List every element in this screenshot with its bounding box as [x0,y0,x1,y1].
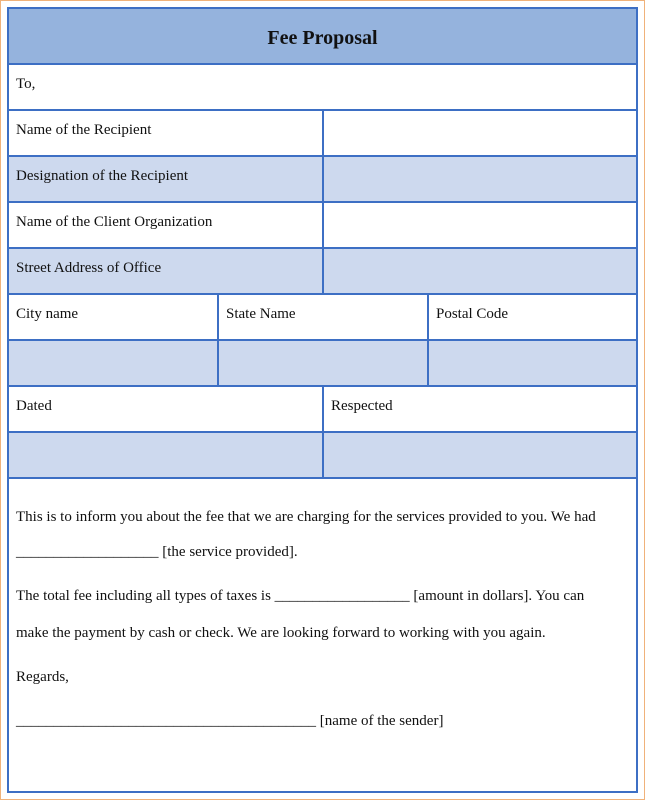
recipient-designation-label: Designation of the Recipient [9,157,324,201]
recipient-name-row [9,111,636,157]
city-label: City name [9,295,219,339]
location-values-row [9,341,636,387]
form-header [9,9,636,65]
letter-regards: Regards, [16,669,69,685]
street-address-row [9,249,636,295]
client-org-row [9,203,636,249]
fee-proposal-form [7,7,638,793]
letter-line-3: The total fee including all types of taxes is __________________ [amount in dollars]. You can [16,588,585,604]
form-title: Fee Proposal [267,27,378,49]
street-address-field[interactable] [324,249,636,293]
dated-label: Dated [9,387,324,431]
state-label: State Name [219,295,429,339]
postal-label: Postal Code [436,306,509,322]
recipient-designation-row [9,157,636,203]
state-field[interactable] [219,341,429,385]
city-field[interactable] [9,341,219,385]
respected-field[interactable] [324,433,636,477]
postal-field[interactable] [429,341,636,385]
letter-signature-line: ________________________________________ [name of the sender] [16,713,444,729]
to-row [9,65,636,111]
dated-respected-labels-row [9,387,636,433]
letter-line-4: make the payment by cash or check. We are looking forward to working with you again. [16,625,546,641]
respected-label: Respected [331,398,393,414]
dated-respected-values-row [9,433,636,479]
to-label: To, [16,76,36,92]
letter-line-1: This is to inform you about the fee that we are charging for the services provided to you. We had [16,509,596,525]
recipient-name-field[interactable] [324,111,636,155]
dated-field[interactable] [9,433,324,477]
location-labels-row [9,295,636,341]
letter-line-2: ___________________ [the service provided]. [16,544,298,560]
recipient-name-label: Name of the Recipient [9,111,324,155]
recipient-designation-field[interactable] [324,157,636,201]
client-org-field[interactable] [324,203,636,247]
client-org-label: Name of the Client Organization [9,203,324,247]
street-address-label: Street Address of Office [9,249,324,293]
